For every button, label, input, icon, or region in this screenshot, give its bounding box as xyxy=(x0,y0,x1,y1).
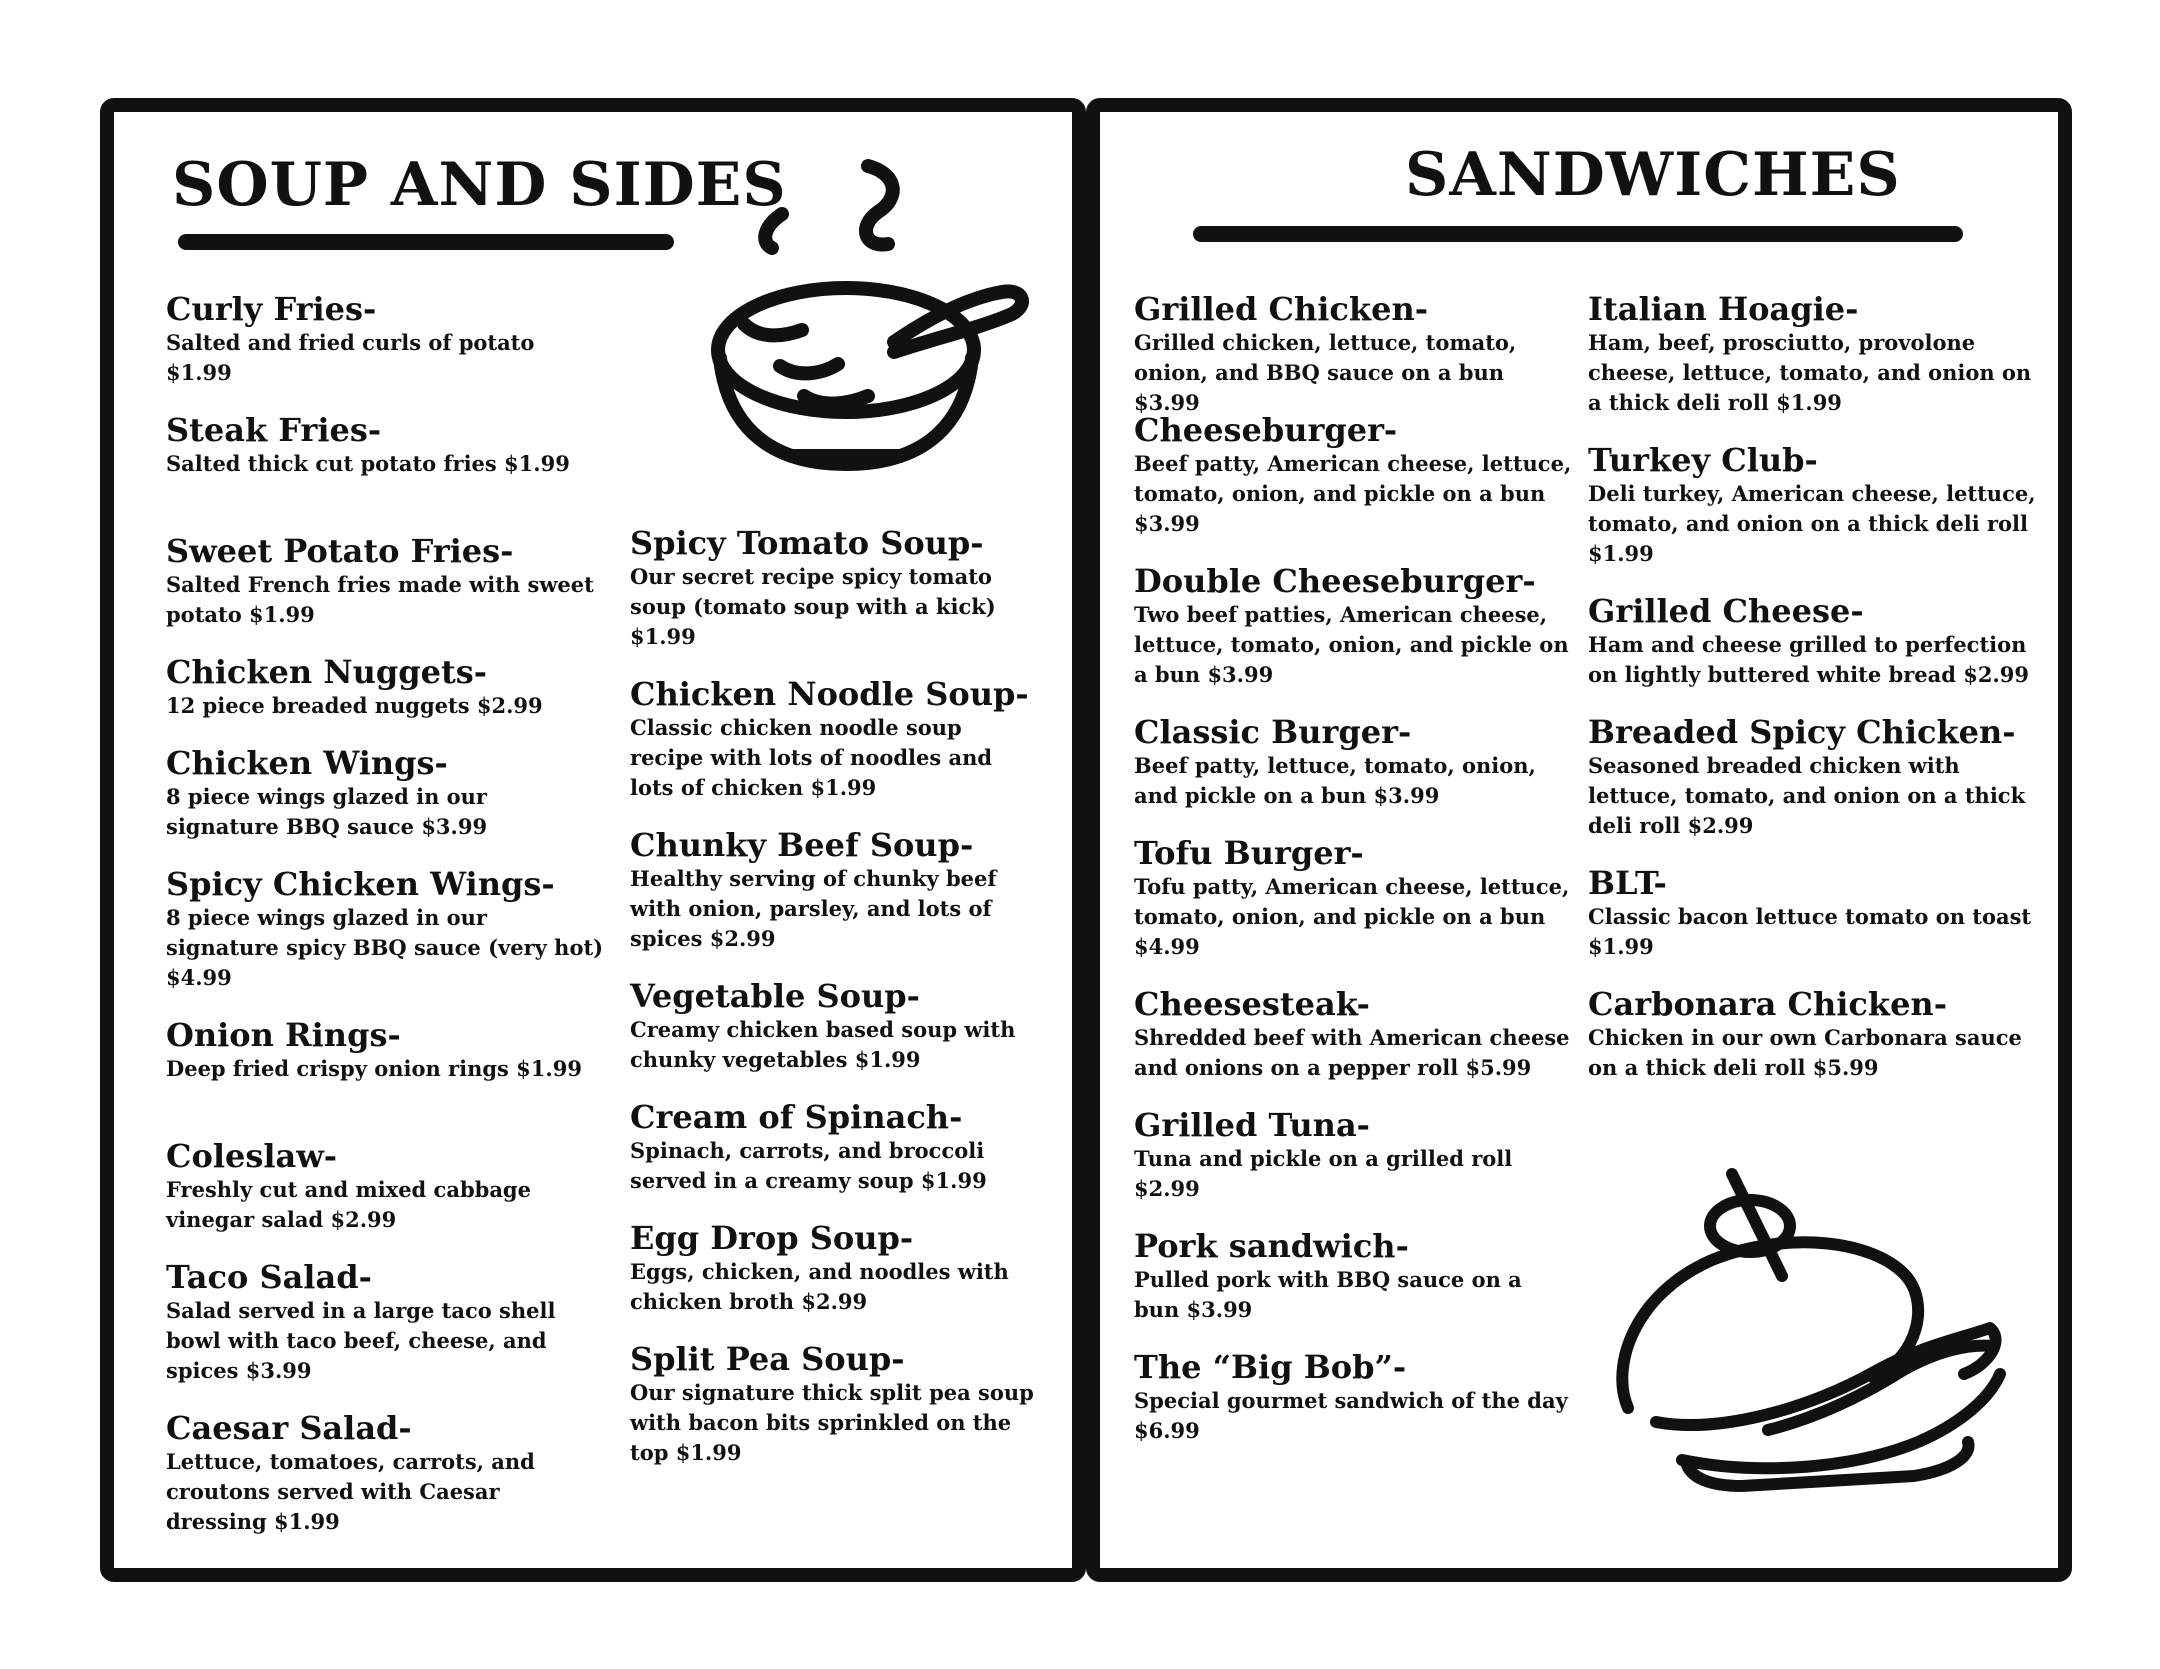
item-name: Double Cheeseburger- xyxy=(1134,562,1536,600)
soups-sides-column-2 xyxy=(630,524,1040,1491)
item-name: Sweet Potato Fries- xyxy=(166,532,514,570)
list-item xyxy=(1134,411,1574,562)
item-name: Split Pea Soup- xyxy=(630,1340,905,1378)
list-item xyxy=(1588,290,2048,441)
item-name: Taco Salad- xyxy=(166,1258,372,1296)
sandwiches-column-1 xyxy=(1134,290,1574,1469)
item-name: Spicy Tomato Soup- xyxy=(630,524,984,562)
item-name: Cream of Spinach- xyxy=(630,1098,963,1136)
item-description: Healthy serving of chunky beef with onion, parsley, and lots of spices $2.99 xyxy=(630,866,997,951)
item-description: Deli turkey, American cheese, lettuce, tomato, and onion on a thick deli roll $1.99 xyxy=(1588,481,2036,566)
item-name: Onion Rings- xyxy=(166,1016,401,1054)
item-name: Breaded Spicy Chicken- xyxy=(1588,713,2016,751)
list-item xyxy=(166,411,606,532)
item-description: Salad served in a large taco shell bowl with taco beef, cheese, and spices $3.99 xyxy=(166,1298,556,1383)
item-description: Tuna and pickle on a grilled roll $2.99 xyxy=(1134,1146,1513,1201)
item-description: 8 piece wings glazed in our signature BBQ sauce $3.99 xyxy=(166,784,488,839)
list-item xyxy=(166,532,606,653)
item-name: Steak Fries- xyxy=(166,411,382,449)
item-name: Chunky Beef Soup- xyxy=(630,826,974,864)
list-item xyxy=(166,1016,606,1137)
item-description: Salted and fried curls of potato $1.99 xyxy=(166,330,535,385)
item-name: Coleslaw- xyxy=(166,1137,338,1175)
list-item xyxy=(166,1258,606,1409)
list-item xyxy=(630,675,1040,826)
item-description: Beef patty, American cheese, lettuce, tomato, onion, and pickle on a bun $3.99 xyxy=(1134,451,1572,536)
item-name: Vegetable Soup- xyxy=(630,977,920,1015)
list-item xyxy=(1588,864,2048,985)
list-item xyxy=(1134,1106,1574,1227)
list-item xyxy=(166,865,606,1016)
list-item xyxy=(630,524,1040,675)
list-item xyxy=(166,1137,606,1258)
item-description: Two beef patties, American cheese, lettuce, tomato, onion, and pickle on a bun $3.99 xyxy=(1134,602,1569,687)
item-description: Ham and cheese grilled to perfection on lightly buttered white bread $2.99 xyxy=(1588,632,2029,687)
item-description: Salted French fries made with sweet potato $1.99 xyxy=(166,572,594,627)
list-item xyxy=(1134,834,1574,985)
item-description: Special gourmet sandwich of the day $6.99 xyxy=(1134,1388,1568,1443)
list-item xyxy=(1134,1227,1574,1348)
item-name: Cheesesteak- xyxy=(1134,985,1370,1023)
list-item xyxy=(166,290,606,411)
item-name: Pork sandwich- xyxy=(1134,1227,1409,1265)
item-description: 12 piece breaded nuggets $2.99 xyxy=(166,693,543,718)
item-description: Lettuce, tomatoes, carrots, and croutons served with Caesar dressing $1.99 xyxy=(166,1449,535,1534)
list-item xyxy=(1134,562,1574,713)
item-description: Salted thick cut potato fries $1.99 xyxy=(166,451,570,476)
item-description: Our secret recipe spicy tomato soup (tomato soup with a kick) $1.99 xyxy=(630,564,996,649)
soup-bowl-icon xyxy=(662,152,1042,472)
item-description: Deep fried crispy onion rings $1.99 xyxy=(166,1056,582,1081)
item-name: Grilled Cheese- xyxy=(1588,592,1864,630)
list-item xyxy=(1134,290,1574,415)
list-item xyxy=(630,1219,1040,1340)
sandwiches-title-underline xyxy=(1193,226,1963,242)
item-name: Egg Drop Soup- xyxy=(630,1219,914,1257)
item-name: Curly Fries- xyxy=(166,290,377,328)
sandwich-icon xyxy=(1600,1160,2020,1500)
list-item xyxy=(630,826,1040,977)
list-item xyxy=(630,1098,1040,1219)
item-name: Cheeseburger- xyxy=(1134,411,1398,449)
list-item xyxy=(166,1409,606,1560)
item-name: Spicy Chicken Wings- xyxy=(166,865,555,903)
list-item xyxy=(630,1340,1040,1491)
item-description: Pulled pork with BBQ sauce on a bun $3.99 xyxy=(1134,1267,1522,1322)
soup-and-sides-title: SOUP AND SIDES xyxy=(172,150,787,220)
item-description: Classic bacon lettuce tomato on toast $1.99 xyxy=(1588,904,2032,959)
item-description: Creamy chicken based soup with chunky vegetables $1.99 xyxy=(630,1017,1016,1072)
soups-sides-column-1 xyxy=(166,290,606,1560)
list-item xyxy=(1134,713,1574,834)
list-item xyxy=(1588,985,2048,1106)
item-description: 8 piece wings glazed in our signature spicy BBQ sauce (very hot) $4.99 xyxy=(166,905,604,990)
item-name: Tofu Burger- xyxy=(1134,834,1364,872)
list-item xyxy=(1588,441,2048,592)
list-item xyxy=(1134,985,1574,1106)
item-description: Classic chicken noodle soup recipe with lots of noodles and lots of chicken $1.99 xyxy=(630,715,993,800)
item-description: Freshly cut and mixed cabbage vinegar salad $2.99 xyxy=(166,1177,531,1232)
item-description: Spinach, carrots, and broccoli served in a creamy soup $1.99 xyxy=(630,1138,987,1193)
list-item xyxy=(630,977,1040,1098)
sandwiches-column-2 xyxy=(1588,290,2048,1106)
item-description: Ham, beef, prosciutto, provolone cheese, lettuce, tomato, and onion on a thick deli roll $1.99 xyxy=(1588,330,2032,415)
item-name: Classic Burger- xyxy=(1134,713,1412,751)
item-name: Chicken Wings- xyxy=(166,744,448,782)
item-name: Caesar Salad- xyxy=(166,1409,412,1447)
item-description: Shredded beef with American cheese and onions on a pepper roll $5.99 xyxy=(1134,1025,1570,1080)
item-name: Grilled Tuna- xyxy=(1134,1106,1370,1144)
sandwiches-title: SANDWICHES xyxy=(1405,140,1901,210)
item-name: The “Big Bob”- xyxy=(1134,1348,1407,1386)
soup-and-sides-title-underline xyxy=(178,234,674,250)
list-item xyxy=(1134,1348,1574,1469)
list-item xyxy=(166,744,606,865)
item-description: Tofu patty, American cheese, lettuce, tomato, onion, and pickle on a bun $4.99 xyxy=(1134,874,1570,959)
list-item xyxy=(1588,592,2048,713)
list-item xyxy=(1588,713,2048,864)
item-description: Eggs, chicken, and noodles with chicken broth $2.99 xyxy=(630,1259,1009,1314)
item-description: Beef patty, lettuce, tomato, onion, and pickle on a bun $3.99 xyxy=(1134,753,1536,808)
item-description: Seasoned breaded chicken with lettuce, tomato, and onion on a thick deli roll $2.99 xyxy=(1588,753,2026,838)
item-name: Turkey Club- xyxy=(1588,441,1818,479)
item-name: Chicken Nuggets- xyxy=(166,653,488,691)
item-name: Carbonara Chicken- xyxy=(1588,985,1947,1023)
item-description: Chicken in our own Carbonara sauce on a thick deli roll $5.99 xyxy=(1588,1025,2022,1080)
item-name: Chicken Noodle Soup- xyxy=(630,675,1029,713)
item-description: Our signature thick split pea soup with bacon bits sprinkled on the top $1.99 xyxy=(630,1380,1034,1465)
item-name: BLT- xyxy=(1588,864,1667,902)
item-description: Grilled chicken, lettuce, tomato, onion, and BBQ sauce on a bun $3.99 xyxy=(1134,330,1517,415)
item-name: Italian Hoagie- xyxy=(1588,290,1859,328)
item-name: Grilled Chicken- xyxy=(1134,290,1428,328)
list-item xyxy=(166,653,606,744)
